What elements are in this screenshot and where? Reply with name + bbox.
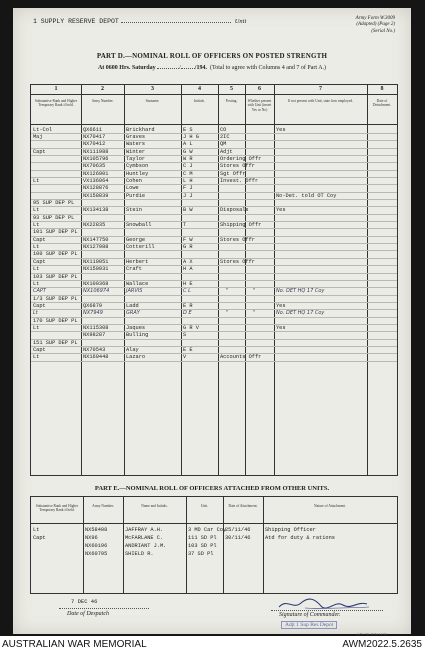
part-e-cell-num: NX58408 (85, 527, 108, 533)
army-form-page (13, 8, 411, 634)
part-e-header-row (31, 497, 397, 524)
cell-post: Shipping Offr (220, 222, 262, 229)
cell-init: H E (183, 280, 193, 287)
part-e-column-header: Nature of Attachment. (313, 504, 347, 508)
column-header: Substantive Rank and Higher Temporary Rank if held. (34, 99, 78, 108)
cell-init: H A (183, 266, 193, 273)
cell-name: Cohen (126, 177, 142, 184)
part-e-cell-num: NX60795 (85, 551, 108, 557)
cell-init: C J (183, 163, 193, 170)
cell-employ: No-Det. told OT Coy (276, 192, 337, 199)
row-rule (31, 228, 397, 229)
column-number: 3 (151, 86, 154, 92)
part-d-year: /194. (194, 65, 207, 71)
cell-init: F J (183, 185, 193, 192)
cell-name: Winter (126, 148, 146, 155)
cell-post: 2IC (220, 133, 230, 140)
cell-rank: Capt (33, 347, 46, 353)
cell-init: J H G (183, 133, 199, 140)
cell-init: W R (183, 155, 193, 162)
cell-name: Cotterill (126, 244, 155, 251)
cell-num: NX22835 (83, 222, 106, 229)
cell-init: F W (183, 236, 193, 243)
cell-name: JARVIS (126, 288, 143, 295)
column-number: 6 (258, 86, 261, 92)
cell-init: L H (183, 177, 193, 184)
column-divider (123, 497, 124, 593)
cell-name: Lazaro (126, 354, 146, 361)
cell-rank: Lt (33, 324, 40, 331)
cell-init: C M (183, 170, 193, 177)
cell-num: NX150031 (83, 266, 109, 273)
dispatch-date-value: 7 DEC 46 (71, 598, 98, 605)
cell-num: NX128876 (83, 185, 109, 192)
cell-name: Graves (126, 133, 146, 140)
row-rule (31, 361, 397, 362)
unit-label: Unit (234, 18, 247, 25)
cell-num: NX7949 (83, 310, 103, 317)
column-divider (263, 497, 264, 593)
column-divider (223, 497, 224, 593)
cell-num: NX115308 (83, 324, 109, 331)
form-reference (356, 16, 395, 35)
cell-name: Purdie (126, 192, 146, 199)
part-e-cell-rank: Capt (33, 535, 46, 541)
cell-post: Stores Offr (220, 236, 255, 243)
row-rule (31, 339, 397, 340)
row-rule (31, 250, 397, 251)
cell-employ: No. DET HQ 17 Coy (276, 310, 325, 317)
part-e-title: PART E.—NOMINAL ROLL OF OFFICERS ATTACHED FROM OTHER UNITS. (94, 485, 330, 492)
cell-name: Waters (126, 141, 146, 148)
cell-rank: Capt (33, 302, 46, 309)
cell-name: Ladd (126, 302, 139, 309)
cell-rank: Capt (33, 236, 46, 243)
part-d-table (30, 84, 398, 476)
column-header: Initials. (194, 99, 205, 103)
cell-employ: Yes (276, 126, 286, 133)
cell-num: NX100368 (83, 280, 109, 287)
cell-init: J J (183, 192, 193, 199)
unit-name: 1 SUPPLY RESERVE DEPOT (33, 18, 119, 25)
cell-num: NX70635 (83, 163, 106, 170)
cell-init: E S (183, 126, 193, 133)
cell-employ: No. DET HQ 17 Coy (276, 288, 325, 295)
cell-name: Taylor (126, 155, 146, 162)
part-e-cell-unit: 103 SD Pl (188, 543, 217, 549)
cell-rank: 170 SUP DEP PL (33, 317, 78, 324)
part-e-cell-date: 25/11/46 (225, 527, 251, 533)
cell-rank: 151 SUP DEP PL (33, 339, 78, 346)
cell-post: Sgt Offr (220, 170, 246, 177)
dispatch-label: Date of Despatch (67, 611, 109, 617)
column-header: Posting. (225, 99, 238, 103)
cell-rank: 101 SUP DEP PL (33, 229, 78, 236)
part-e-cell-unit: 111 SD Pl (188, 535, 217, 541)
part-d-time: At 0600 Hrs. Saturday (97, 65, 156, 71)
cell-init: A L (183, 141, 193, 148)
cell-rank: CAPT (33, 288, 46, 295)
cell-post: Accounts Offr (220, 354, 262, 361)
cell-num: NX105796 (83, 155, 109, 162)
cell-init: S (183, 332, 187, 339)
cell-rank: Lt (33, 310, 38, 317)
part-e-cell-name: SHIELD R. (125, 551, 154, 557)
column-number: 8 (380, 86, 384, 92)
column-divider (186, 497, 187, 593)
adjutant-stamp: Adjt 1 Sup Res Depot (281, 621, 337, 629)
cell-rank: 93 SUP DEP PL (33, 214, 75, 221)
cell-num: NX70417 (83, 133, 106, 140)
caption-left: AUSTRALIAN WAR MEMORIAL (2, 639, 147, 650)
part-e-column-header: Unit. (200, 504, 209, 508)
form-serial: (Serial No.) (371, 28, 395, 34)
cell-rank: Lt (33, 222, 40, 229)
cell-present: " (253, 310, 256, 317)
cell-rank: Lt (33, 177, 40, 184)
cell-init: V (183, 354, 187, 361)
part-e-cell-unit: 3 MD Car Coy (188, 527, 227, 533)
cell-rank: Lt (33, 354, 40, 361)
row-rule (31, 295, 397, 296)
part-e-cell-nature: Shipping Officer (265, 527, 316, 533)
cell-name: Brickhard (126, 126, 155, 133)
cell-init: T (183, 222, 187, 229)
cell-post: Adjt (220, 148, 233, 155)
cell-rank: Capt (33, 258, 46, 265)
column-number: 4 (198, 86, 201, 92)
cell-num: NX126901 (83, 170, 109, 177)
cell-post: Stores Offr (220, 163, 255, 170)
signature-label: Signature of Commander. (279, 612, 341, 618)
cell-init: E E (183, 347, 193, 353)
row-rule (31, 214, 397, 215)
cell-name: Jaques (126, 324, 146, 331)
row-rule (31, 199, 397, 200)
part-e-cell-nature: Atd for duty & rations (265, 535, 335, 541)
signature-line (271, 610, 383, 611)
cell-rank: Lt (33, 280, 40, 287)
part-e-column-header: Substantive Rank and Higher Temporary Rank if held. (35, 504, 79, 513)
part-e-cell-num: NX60196 (85, 543, 108, 549)
cell-post: Stores Offr (220, 258, 255, 265)
column-number: 2 (101, 86, 104, 92)
cell-num: NX134138 (83, 207, 109, 214)
cell-name: GRAY (126, 310, 140, 317)
form-name: Army Form W.3009 (355, 16, 395, 21)
cell-num: NX158839 (83, 192, 109, 199)
part-d-title: PART D.—NOMINAL ROLL OF OFFICERS ON POSTED STRENGTH (96, 52, 328, 60)
caption-right: AWM2022.5.2635 (342, 639, 422, 650)
column-header: If not present with Unit, state how employed. (287, 99, 354, 103)
cell-post: CO (220, 126, 227, 133)
cell-num: NX111988 (83, 148, 109, 155)
cell-name: Cymbson (126, 163, 149, 170)
part-e-cell-name: JAFFRAY A.H. (125, 527, 164, 533)
cell-name: George (126, 236, 146, 243)
unit-line (33, 18, 246, 25)
cell-name: Snowball (126, 222, 152, 229)
cell-num: VX136064 (83, 177, 109, 184)
cell-num: NX98287 (83, 332, 106, 339)
cell-num: NX127988 (83, 244, 109, 251)
part-e-cell-name: ANDRIANT J.M. (125, 543, 167, 549)
cell-post: Disposals (220, 207, 249, 214)
column-header: Date of Detachment. (372, 99, 392, 108)
cell-rank: Maj (33, 133, 43, 140)
cell-init: G R V (183, 324, 199, 331)
cell-post: " (226, 288, 229, 295)
cell-present: " (253, 288, 256, 295)
row-rule (31, 273, 397, 274)
cell-rank: Lt (33, 244, 40, 251)
column-header: Whether present with Unit (insert Yes or No) (247, 99, 272, 112)
cell-num: NX160448 (83, 354, 109, 361)
cell-post: Ordering Offr (220, 155, 262, 162)
cell-rank: 103 SUP DEP PL (33, 273, 78, 280)
part-d-note: (Total to agree with Columns 4 and 7 of Part A.) (209, 65, 327, 71)
dispatch-line (59, 608, 149, 609)
cell-num: QX6879 (83, 302, 103, 309)
cell-rank: 1/3 SUP DEP PL (33, 295, 78, 302)
cell-employ: Yes (276, 324, 286, 331)
cell-name: Lowe (126, 185, 139, 192)
cell-post: QM (220, 141, 227, 148)
cell-name: Craft (126, 266, 142, 273)
cell-rank: 100 SUP DEP PL (33, 251, 78, 258)
part-e-column-header: Date of Attachment. (228, 504, 258, 508)
part-e-cell-name: McFARLANE C. (125, 535, 164, 541)
cell-rank: Lt (33, 266, 40, 273)
cell-init: G W (183, 148, 193, 155)
part-e-cell-unit: 37 SD Pl (188, 551, 214, 557)
cell-rank: 95 SUP DEP PL (33, 200, 75, 206)
part-e-cell-date: 30/11/46 (225, 535, 251, 541)
form-adapted: (Adapted) (Page 2) (356, 22, 395, 28)
cell-num: QX6611 (83, 126, 103, 133)
cell-num: NX70412 (83, 141, 106, 148)
part-e-cell-rank: Lt (33, 527, 40, 533)
column-number: 1 (54, 86, 58, 92)
cell-employ: Yes (276, 207, 286, 214)
cell-post: Invest. Offr (220, 177, 259, 184)
part-e-column-header: Army Number. (92, 504, 114, 508)
cell-employ: Yes (276, 302, 286, 309)
cell-init: B W (183, 207, 193, 214)
column-divider (83, 497, 84, 593)
part-d-subtitle: At 0600 Hrs. Saturday / /194. (Total to agree with Columns 4 and 7 of Part A.) (97, 65, 327, 71)
row-rule (31, 317, 397, 318)
cell-init: G R (183, 244, 193, 251)
cell-num: NX147750 (83, 236, 109, 243)
cell-num: NX106974 (83, 288, 110, 295)
cell-name: Bulling (126, 332, 149, 339)
column-header: Army Number. (91, 99, 114, 103)
cell-rank: Lt-Col (33, 126, 53, 133)
cell-name: Stein (126, 207, 142, 214)
cell-name: Huntley (126, 170, 149, 177)
cell-name: Wallace (126, 280, 149, 287)
cell-init: E R (183, 302, 193, 309)
cell-num: NX70543 (83, 347, 106, 353)
cell-name: Herbert (126, 258, 149, 265)
column-header: Surname. (145, 99, 160, 103)
part-e-column-header: Name and Initials. (141, 504, 168, 508)
part-e-cell-num: NX96 (85, 535, 98, 541)
cell-rank: Lt (33, 207, 40, 214)
cell-name: Alay (126, 347, 139, 353)
cell-init: C L (183, 288, 191, 295)
column-number: 5 (230, 86, 233, 92)
column-number: 7 (319, 86, 322, 92)
print-footnote: A.W. 3m 10/44 12/44 (356, 632, 387, 636)
cell-init: D E (183, 310, 192, 317)
cell-rank: Capt (33, 148, 46, 155)
cell-num: NX110051 (83, 258, 109, 265)
cell-init: A X (183, 258, 193, 265)
cell-post: " (226, 310, 229, 317)
part-e-table (30, 496, 398, 594)
